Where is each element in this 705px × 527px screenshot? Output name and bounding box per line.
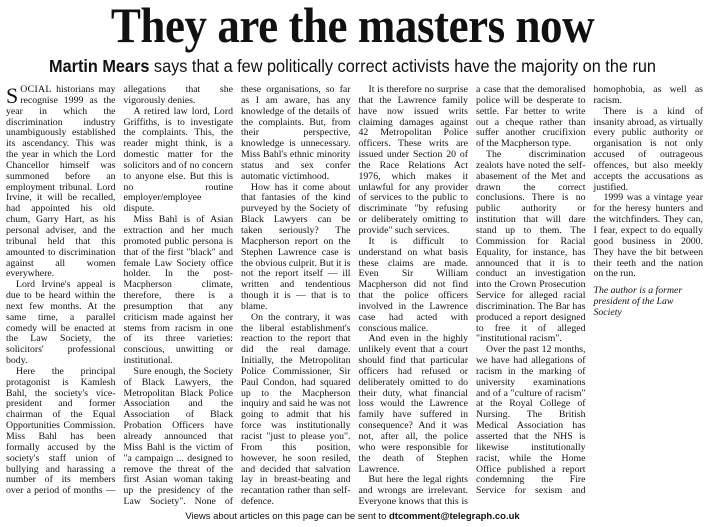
article-paragraph-3: Here the principal protagonist is Kamlesh Bahl, the society's vice-president and former chairman of the Equal Opportunities Commission. Miss Bahl has been formally accused by the society's staff union of bullying and harassing a number of its members over a period of months — allegations that she vigorously denies. xyxy=(6,85,233,497)
article-paragraph-6: Sure enough, the Society of Black Lawyers, the Metropolitan Black Police Association and the Association of Black Probation Officers have already announced that Miss Bahl is the victim of "a campaign ... designed to remove the threat of the first Asian woman taking up the presidency of the Law Society". None of these organisations, so far as I am aware, has any knowledge of the details of the complaints. But, from their perspective, knowledge is unnecessary. Miss Bahl's ethnic minority status and sex confer automatic victimhood. xyxy=(123,85,351,508)
footer-email-link[interactable]: dtcomment@telegraph.co.uk xyxy=(389,511,520,522)
article-paragraph-5: Miss Bahl is of Asian extraction and her much promoted public persona is that of the first "black" and female Law Society office holder. In the post-Macpherson climate, therefore, there is a presumption that any criticism made against her stems from racism in one of its three varieties: conscious, unwitting or institutional. xyxy=(123,214,233,367)
article-paragraph-9: It is therefore no surprise that the Lawrence family have now issued writs claiming damages against 42 Metropolitan Police officers. These writs are issued under Section 20 of the Race Relations Act 1976, which makes it unlawful for any provider of services to the public to discriminate "by refusing or deliberately omitting to provide" such services. xyxy=(358,85,468,236)
lead-word: OCIAL xyxy=(20,85,52,95)
article-paragraph-14: Over the past 12 months, we have had allegations of racism in the marking of university examinations and of a "culture of racism" at the Royal College of Nursing. The British Medical Association has asserted that the NHS is likewise institutionally racist, while the Home Office published a report condemning the Fire Service for sexism and homophobia, as well as racism. xyxy=(476,85,703,497)
headline: They are the masters now xyxy=(110,0,595,53)
article-paragraph-11: And even in the highly unlikely event that a court should find that particular officers had refused or deliberately omitted to do their duty, what financial loss would the Lawrence family have suffered in consequence? And it was not, after all, the police who were responsible for the death of Stephen Lawrence. xyxy=(358,333,468,475)
standfirst-text: says that a few politically correct activists have the majority on the run xyxy=(149,56,656,76)
drop-cap: S xyxy=(6,85,19,108)
article-paragraph-12: But here the legal rights and wrongs are irrelevant. Everyone knows that this is a case that the demoralised police will be desperate to settle. Far better to write out a cheque rather than suffer another crucifixion of the Macpherson type. xyxy=(358,85,586,508)
standfirst xyxy=(25,54,681,78)
article-paragraph-8: On the contrary, it was the liberal establishment's reaction to the report that did the real damage. Initially, the Metropolitan Police Commissioner, Sir Paul Condon, had squared up to the Macpherson inquiry and said he was not going to admit that his force was institutionally racist "just to please you". From this position, however, he soon resiled, and decided that salvation lay in breast-beating and recantation rather than self-defence. xyxy=(241,311,351,508)
article-paragraph-15: There is a kind of insanity abroad, as virtually every public authority or organisation is not only accused of outrageous offences, but also meekly accepts the accusations as justified. xyxy=(593,105,703,193)
article-paragraph-4: A retired law lord, Lord Griffiths, is to investigate the complaints. This, the reader might think, is a domestic matter for the solicitors and of no concern to anyone else. But this is no routine employer/employee dispute. xyxy=(123,105,233,215)
article-body xyxy=(6,85,703,509)
article-paragraph-16: 1999 was a vintage year for the heresy hunters and the witchfinders. They can, I fear, expect to do equally good business in 2000. They have the bit between their teeth and the nation on the run. xyxy=(593,192,703,280)
article-paragraph-13: The discrimination zealots have noted the self-abasement of the Met and drawn the correct conclusions. There is no public authority or institution that will dare stand up to them. The Commission for Racial Equality, for instance, has announced that it is to conduct an investigation into the Crown Prosecution Service for alleged racial discrimination. The Bar has produced a report designed to free it of alleged "institutional racism". xyxy=(476,149,586,345)
footer-text: Views about articles on this page can be sent to xyxy=(185,511,389,522)
article-paragraph-7: How has it come about that fantasies of the kind purveyed by the Society of Black Lawyers can be taken seriously? The Macpherson report on the Stephen Lawrence case is the obvious culprit. But it is not the report itself — ill written and tendentious though it is — that is to blame. xyxy=(241,181,351,312)
article-paragraph-2: Lord Irvine's appeal is due to be heard within the next few months. At the same time, a parallel comedy will be enacted at the Law Society, the solicitors' professional body. xyxy=(6,279,116,367)
footer-note xyxy=(0,511,705,523)
article-paragraph-1: SOCIAL historians may recognise 1999 as the year in which the discrimination industry unambiguously established its ascendancy. This was the year in which the Lord Chancellor himself was summoned before an employment tribunal. Lord Irvine, it will be recalled, had appointed his old chum, Garry Hart, as his personal adviser, and the tribunal held that this amounted to discrimination against all women everywhere. xyxy=(6,85,116,280)
article-paragraph-10: It is difficult to understand on what basis these claims are made. Even Sir William Macpherson did not find that the police officers involved in the Lawrence case had acted with conscious malice. xyxy=(358,235,468,334)
author-name: Martin Mears xyxy=(49,56,150,76)
author-note: The author is a former president of the Law Society xyxy=(593,285,683,318)
